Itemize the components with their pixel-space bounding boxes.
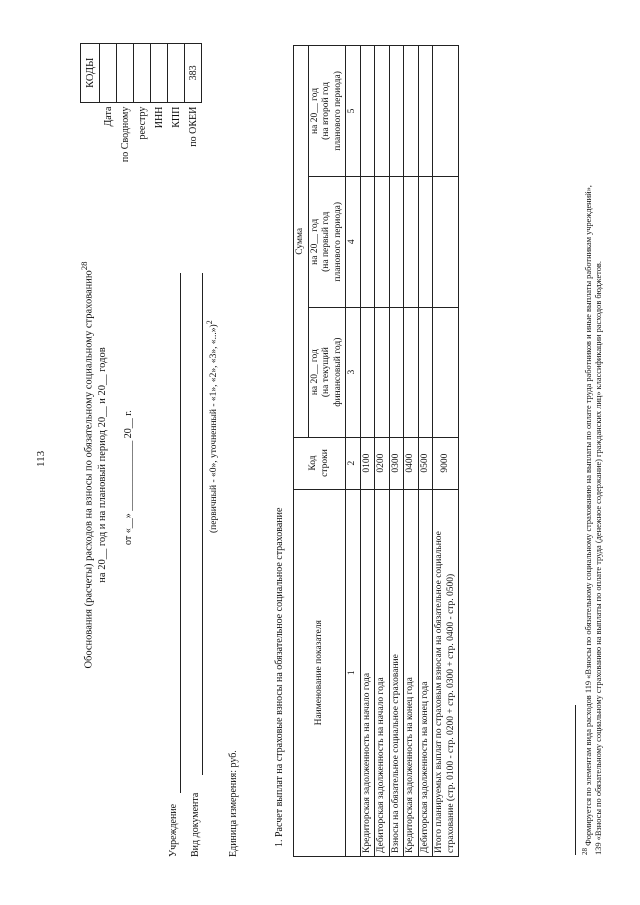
row-name: Кредиторская задолженность на начало года — [360, 489, 375, 856]
col-number: 1 — [346, 489, 361, 856]
col-number: 3 — [346, 307, 361, 437]
footnote-text-2: 139 «Взносы по обязательному социальному страхованию на выплаты по оплате труда (денежное содержание) гражданских лиц» классификации расходов бюджетов. — [594, 261, 604, 855]
codes-label: реестру — [136, 106, 148, 140]
table-row-total — [433, 46, 459, 857]
header-name: Наименование показателя — [294, 489, 346, 856]
title-line2: на 20__ год и на плановый период 20__ и 20__ годов — [96, 347, 108, 583]
header-code: Код строки — [294, 437, 346, 489]
codes-box — [80, 43, 202, 215]
row-name: Дебиторская задолженность на конец года — [418, 489, 433, 856]
code-cell — [117, 44, 134, 103]
institution-underline — [180, 273, 181, 793]
table-row — [360, 46, 375, 857]
header-col3: на 20__ год (на текущий финансовый год) — [308, 307, 346, 437]
row-code: 9000 — [433, 437, 459, 489]
date-line: от «__» ______________ 20__ г. — [123, 410, 134, 545]
col-number: 2 — [346, 437, 361, 489]
value-cell — [389, 176, 404, 307]
value-cell — [418, 176, 433, 307]
row-name: Взносы на обязательное социальное страхование — [389, 489, 404, 856]
page-number: 113 — [35, 450, 47, 467]
section-title: 1. Расчет выплат на страховые взносы на обязательное социальное страхование — [274, 507, 285, 847]
value-cell — [375, 307, 390, 437]
table-row — [389, 46, 404, 857]
code-cell — [134, 44, 151, 103]
value-cell — [433, 46, 459, 177]
value-cell — [433, 176, 459, 307]
title-line1: Обоснования (расчеты) расходов на взносы по обязательному социальному страхованию — [83, 270, 95, 669]
value-cell — [433, 307, 459, 437]
institution-label: Учреждение — [168, 803, 179, 857]
row-name: Дебиторская задолженность на начало года — [375, 489, 390, 856]
codes-label: Дата — [102, 106, 114, 127]
doc-type-underline — [202, 273, 203, 775]
column-numbers-row — [346, 46, 361, 857]
header-col5: на 20__ год (на второй год планового периода) — [308, 46, 346, 177]
row-name: Кредиторская задолженность на конец года — [404, 489, 419, 856]
doc-type-hint: (первичный - «0», уточненный - «1», «2», «3», «...»)$^2$ — [205, 320, 220, 533]
header-sum: Сумма — [294, 46, 309, 438]
row-code: 0300 — [389, 437, 404, 489]
value-cell — [375, 176, 390, 307]
footnote-text-1: Формируется по элементам вида расходов 119 «Взносы по обязательному социальному страхованию на выплаты по оплате труда работников и иные выплаты работникам учреждений», — [583, 185, 593, 846]
table-row — [375, 46, 390, 857]
payments-table — [293, 45, 459, 857]
header-col4: на 20__ год (на первый год планового периода) — [308, 176, 346, 307]
codes-label: по ОКЕИ — [187, 106, 199, 147]
footnote-number: 28 — [581, 848, 589, 855]
row-code: 0500 — [418, 437, 433, 489]
value-cell — [418, 307, 433, 437]
row-code: 0200 — [375, 437, 390, 489]
codes-label: ИНН — [153, 106, 165, 129]
value-cell — [360, 46, 375, 177]
codes-label: КПП — [170, 106, 182, 128]
code-cell — [100, 44, 117, 103]
code-cell-okei: 383 — [185, 44, 202, 103]
code-cell — [151, 44, 168, 103]
table-row — [404, 46, 419, 857]
unit-label: Единица измерения: руб. — [228, 750, 239, 857]
codes-header: КОДЫ — [81, 44, 100, 103]
row-code: 0100 — [360, 437, 375, 489]
value-cell — [404, 46, 419, 177]
value-cell — [404, 176, 419, 307]
row-name: Итого планируемых выплат по страховым взносам на обязательное социальное страхование (стр. 0100 - стр. 0200 + стр. 0300 + стр. 0400 - стр. 0500) — [433, 489, 459, 856]
value-cell — [360, 307, 375, 437]
title-footnote-ref: 28 — [79, 261, 89, 271]
code-cell — [168, 44, 185, 103]
value-cell — [389, 307, 404, 437]
col-number: 4 — [346, 176, 361, 307]
table-row — [418, 46, 433, 857]
row-code: 0400 — [404, 437, 419, 489]
footnote-divider — [575, 705, 576, 855]
col-number: 5 — [346, 46, 361, 177]
footnote — [580, 55, 605, 855]
doc-type-label: Вид документа — [190, 792, 201, 857]
value-cell — [404, 307, 419, 437]
value-cell — [389, 46, 404, 177]
value-cell — [360, 176, 375, 307]
value-cell — [375, 46, 390, 177]
codes-label: по Сводному — [119, 106, 131, 163]
value-cell — [418, 46, 433, 177]
